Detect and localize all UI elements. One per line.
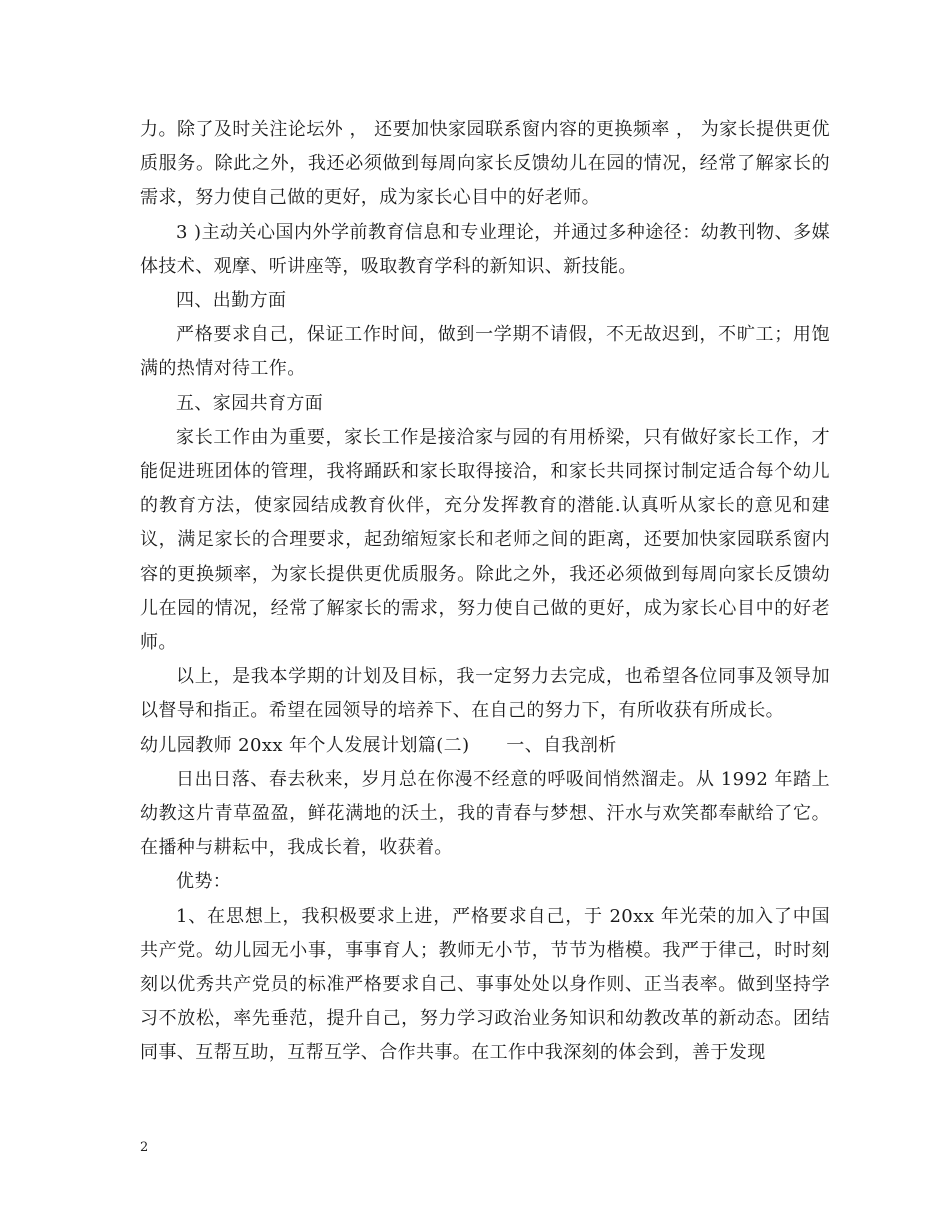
paragraph-strength-1: 1、在思想上，我积极要求上进，严格要求自己，于 20xx 年光荣的加入了中国共产党。幼儿园无小事，事事育人；教师无小节，节节为楷模。我严于律己，时时刻刻以优秀共产党员的标准严格要求自己、事事处处以身作则、正当表率。做到坚持学习不放松，率先垂范，提升自己，努力学习政治业务知识和幼教改革的新动态。团结同事、互帮互助，互帮互学、合作共事。在工作中我深刻的体会到，善于发现: [140, 905, 830, 1064]
page-body: [140, 113, 830, 1071]
section-heading-attendance: 四、出勤方面: [176, 290, 287, 312]
paragraph-attendance: 严格要求自己，保证工作时间，做到一学期不请假，不无故迟到，不旷工；用饱满的热情对待工作。: [140, 324, 830, 380]
article-title-part-two: 幼儿园教师 20xx 年个人发展计划篇(二) 一、自我剖析: [140, 734, 617, 756]
paragraph-item-3: 3 )主动关心国内外学前教育信息和专业理论，并通过多种途径：幼教刊物、多媒体技术、观摩、听讲座等，吸取教育学科的新知识、新技能。: [140, 221, 830, 277]
subheading-strengths: 优势：: [176, 871, 232, 893]
section-heading-home-school: 五、家园共育方面: [176, 392, 324, 414]
paragraph-continuation: 力。除了及时关注论坛外 ， 还要加快家园联系窗内容的更换频率 ， 为家长提供更优质服务。除此之外，我还必须做到每周向家长反馈幼儿在园的情况，经常了解家长的需求，努力使自己做的更好，成为家长心目中的好老师。: [140, 119, 830, 209]
paragraph-home-school: 家长工作由为重要，家长工作是接洽家与园的有用桥梁，只有做好家长工作，才能促进班团体的管理，我将踊跃和家长取得接洽，和家长共同探讨制定适合每个幼儿的教育方法，使家园结成教育伙伴，充分发挥教育的潜能.认真听从家长的意见和建议，满足家长的合理要求，起劲缩短家长和老师之间的距离，还要加快家园联系窗内容的更换频率，为家长提供更优质服务。除此之外，我还必须做到每周向家长反馈幼儿在园的情况，经常了解家长的需求，努力使自己做的更好，成为家长心目中的好老师。: [140, 426, 830, 654]
page-number: 2: [140, 1140, 149, 1155]
paragraph-self-analysis: 日出日落、春去秋来，岁月总在你漫不经意的呼吸间悄然溜走。从 1992 年踏上幼教这片青草盈盈，鲜花满地的沃土，我的青春与梦想、汗水与欢笑都奉献给了它。在播种与耕耘中，我成长着，收获着。: [140, 768, 830, 859]
paragraph-conclusion: 以上，是我本学期的计划及目标，我一定努力去完成，也希望各位同事及领导加以督导和指正。希望在园领导的培养下、在自己的努力下，有所收获有所成长。: [140, 666, 830, 722]
